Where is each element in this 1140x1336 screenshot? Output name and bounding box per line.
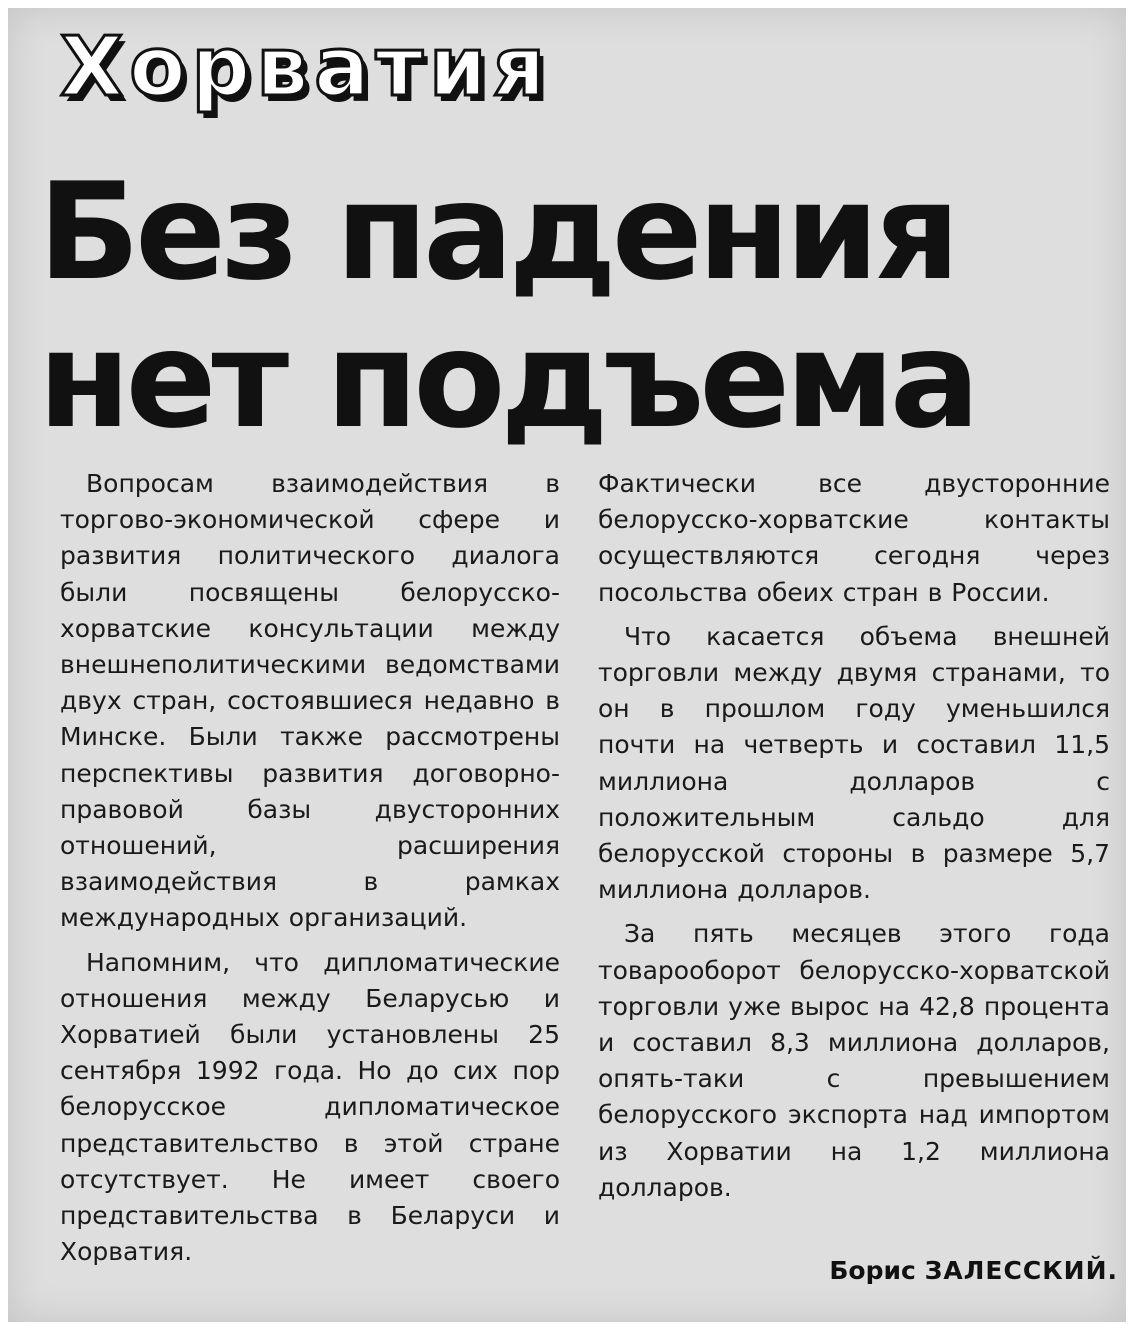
left-column — [60, 466, 560, 1270]
headline-line-2: нет подъема — [38, 302, 976, 458]
paragraph: За пять месяцев этого года товарооборот белорусско-хорватской торговли уже вырос на 42,8 процента и составил 8,3 миллиона долларов, опять-таки с превышением белорусского экспорта над импортом из Хорватии на 1,2 миллиона долларов. — [598, 919, 1110, 1202]
headline-line-1: Без падения — [38, 154, 956, 310]
right-column — [598, 466, 1110, 1206]
paragraph: Вопросам взаимодействия в торгово-экономической сфере и развития политического диалога были посвящены белорусско-хорватские консультации между внешнеполитическими ведомствами двух стран, состоявшиеся недавно в Минске. Были также рассмотрены перспективы развития договорно-правовой базы двусторонних отношений, расширения взаимодействия в рамках международных организаций. — [60, 469, 560, 933]
newspaper-clipping — [8, 8, 1126, 1322]
author-byline — [808, 1254, 1118, 1288]
article-headline — [38, 154, 1118, 458]
paragraph: Напомним, что дипломатические отношения между Беларусью и Хорватией были установлены 25 сентября 1992 года. Но до сих пор белорусское дипломатическое представительство в этой стране отсутствует. Не имеет своего представительства в Беларуси и Хорватия. — [60, 947, 560, 1267]
author-last-name: ЗАЛЕССКИЙ. — [924, 1256, 1118, 1285]
paragraph: Что касается объема внешней торговли между двумя странами, то он в прошлом году уменьшился почти на четверть и составил 11,5 миллиона долларов с положительным сальдо для белорусской стороны в размере 5,7 миллиона долларов. — [598, 621, 1110, 905]
section-rubric: Хорватия — [60, 20, 552, 115]
paragraph: Фактически все двусторонние белорусско-хорватские контакты осуществляются сегодня через посольства обеих стран в России. — [598, 469, 1110, 607]
author-first-name: Борис — [829, 1256, 916, 1285]
